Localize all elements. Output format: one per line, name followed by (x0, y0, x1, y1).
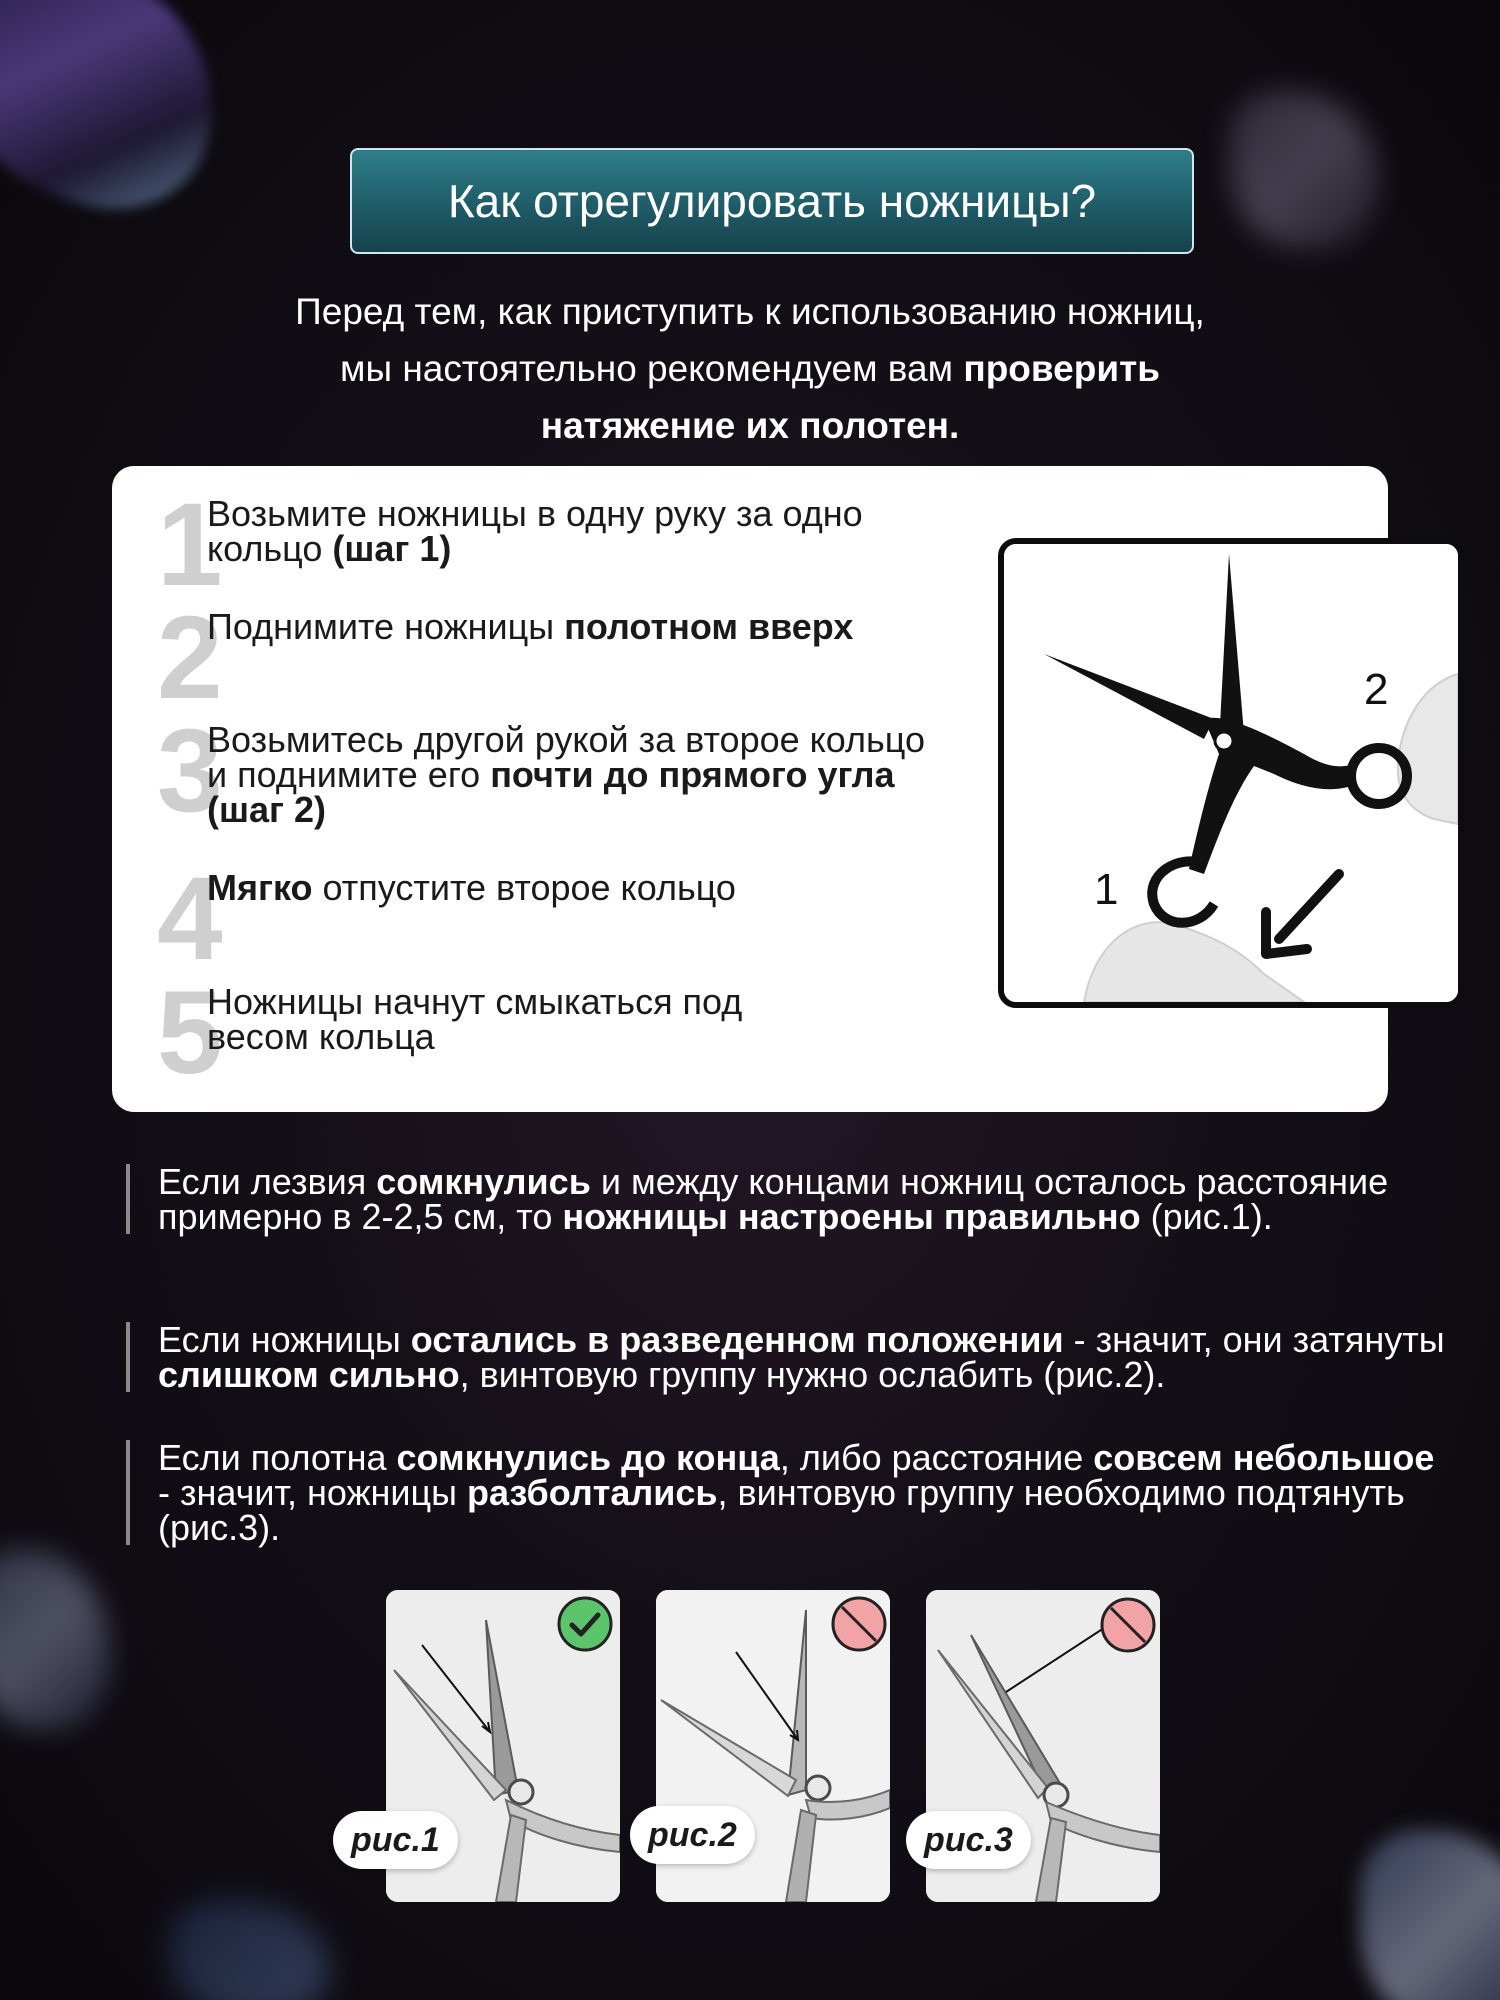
step-number: 1 (157, 479, 223, 611)
step-text (207, 867, 767, 908)
note-2 (126, 1319, 1456, 1395)
intro-line-2-bold: проверить (963, 348, 1160, 389)
prohibited-icon (1099, 1596, 1157, 1654)
note-text: , винтовую группу нужно ослабить (рис.2). (459, 1354, 1166, 1395)
intro-line-3-bold: натяжение их полотен. (540, 405, 960, 446)
note-bold: сомкнулись (376, 1161, 591, 1202)
page-title: Как отрегулировать ножницы? (447, 175, 1097, 227)
note-bold: остались в разведенном положении (410, 1319, 1064, 1360)
note-text: (рис.1). (1140, 1196, 1273, 1237)
diagram-label-2: 2 (1364, 665, 1389, 714)
step-text-bold: (шаг 1) (332, 528, 452, 569)
step-text-bold: Мягко (207, 867, 313, 908)
note-bold: ножницы настроены правильно (562, 1196, 1141, 1237)
step-text (207, 719, 947, 830)
note-text: Если ножницы (158, 1319, 411, 1360)
step-text-plain: Поднимите ножницы (207, 606, 565, 647)
step-3 (157, 705, 947, 837)
step-text-plain: отпустите второе кольцо (312, 867, 736, 908)
crystal-decoration (0, 1550, 110, 1730)
step-text-plain: Ножницы начнут смыкаться под весом кольца (207, 981, 743, 1057)
step-text (207, 493, 947, 569)
note-3 (126, 1437, 1456, 1548)
figure-3-label: рис.3 (906, 1811, 1031, 1869)
note-text: Если лезвия (158, 1161, 377, 1202)
intro-text (150, 283, 1350, 454)
crystal-decoration (170, 1900, 330, 2000)
note-1 (126, 1161, 1456, 1237)
intro-line-2 (150, 340, 1350, 397)
crystal-decoration (1230, 90, 1380, 250)
step-2 (157, 592, 947, 724)
step-number: 5 (157, 967, 223, 1099)
intro-line-1: Перед тем, как приступить к использованию ножниц, (295, 291, 1205, 332)
note-text: и между концами ножниц осталось расстояние примерно в 2-2,5 см, то (158, 1161, 1389, 1237)
crystal-decoration (0, 0, 251, 238)
note-bold: разболтались (467, 1472, 718, 1513)
note-text: Если полотна (158, 1437, 397, 1478)
step-4 (157, 853, 767, 985)
crystal-decoration (1360, 1830, 1500, 2000)
note-text: - значит, они затянуты (1063, 1319, 1445, 1360)
note-text: , либо расстояние (779, 1437, 1094, 1478)
figure-2-label: рис.2 (630, 1806, 755, 1864)
prohibited-icon (830, 1595, 888, 1653)
step-text-bold: почти до прямого угла (шаг 2) (207, 754, 895, 830)
step-number: 3 (157, 705, 223, 837)
note-bold: сомкнулись до конца (396, 1437, 780, 1478)
note-bold: слишком сильно (158, 1354, 460, 1395)
note-bold: совсем небольшое (1093, 1437, 1435, 1478)
step-number: 4 (157, 853, 223, 985)
note-text: , винтовую группу необходимо подтянуть (рис.3). (158, 1472, 1405, 1548)
scissors-illustration (1004, 544, 1458, 1002)
step-1 (157, 479, 947, 611)
scissors-diagram (998, 538, 1464, 1008)
diagram-label-1: 1 (1094, 865, 1119, 914)
step-text (207, 981, 807, 1057)
step-text-plain: Возьмите ножницы в одну руку за одно кольцо (207, 493, 863, 569)
intro-line-3 (150, 397, 1350, 454)
intro-line-2-text: мы настоятельно рекомендуем вам (340, 348, 964, 389)
note-text: - значит, ножницы (158, 1472, 468, 1513)
step-text-bold: полотном вверх (564, 606, 854, 647)
step-number: 2 (157, 592, 223, 724)
step-text (207, 606, 947, 647)
check-icon (556, 1595, 614, 1653)
step-text-plain: Возьмитесь другой рукой за второе кольцо и поднимите его (207, 719, 926, 795)
title-banner (350, 148, 1194, 254)
step-5 (157, 967, 807, 1099)
figure-1-label: рис.1 (333, 1811, 458, 1869)
